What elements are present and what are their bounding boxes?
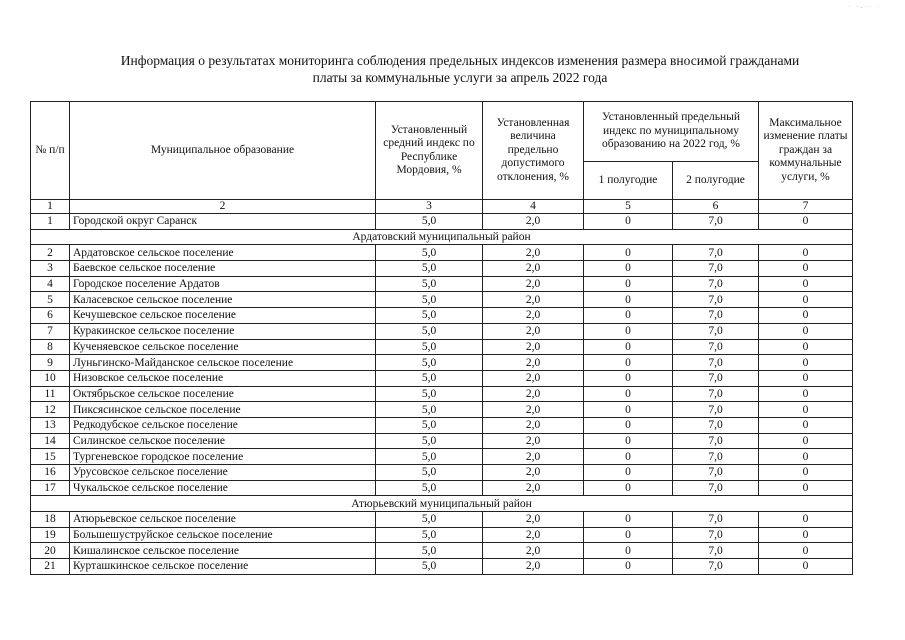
avg-index-value: 5,0 (376, 433, 483, 449)
max-change-value: 0 (759, 402, 853, 418)
max-change-value: 0 (759, 339, 853, 355)
half-2-value: 7,0 (673, 370, 759, 386)
half-1-value: 0 (584, 261, 673, 277)
header-avg-index: Установленный средний индекс по Республике Мордовия, % (376, 102, 483, 200)
title-line-1: Информация о результатах мониторинга соблюдения предельных индексов изменения размера вносимой гражданами (120, 53, 800, 68)
deviation-value: 2,0 (483, 276, 584, 292)
municipality-name: Низовское сельское поселение (70, 370, 376, 386)
table-row (31, 559, 853, 575)
avg-index-value: 5,0 (376, 449, 483, 465)
municipality-name: Атюрьевское сельское поселение (70, 512, 376, 528)
half-1-value: 0 (584, 512, 673, 528)
table-row (31, 449, 853, 465)
row-number: 2 (31, 245, 70, 261)
max-change-value: 0 (759, 261, 853, 277)
half-2-value: 7,0 (673, 245, 759, 261)
col-number: 6 (673, 200, 759, 214)
col-number: 5 (584, 200, 673, 214)
deviation-value: 2,0 (483, 370, 584, 386)
half-2-value: 7,0 (673, 339, 759, 355)
table-row (31, 323, 853, 339)
table-row (31, 402, 853, 418)
half-2-value: 7,0 (673, 292, 759, 308)
municipality-name: Ардатовское сельское поселение (70, 245, 376, 261)
half-1-value: 0 (584, 559, 673, 575)
avg-index-value: 5,0 (376, 417, 483, 433)
row-number: 5 (31, 292, 70, 308)
municipality-name: Урусовское сельское поселение (70, 465, 376, 481)
avg-index-value: 5,0 (376, 276, 483, 292)
half-2-value: 7,0 (673, 355, 759, 371)
half-1-value: 0 (584, 480, 673, 496)
max-change-value: 0 (759, 512, 853, 528)
half-2-value: 7,0 (673, 465, 759, 481)
table-row (31, 433, 853, 449)
avg-index-value: 5,0 (376, 323, 483, 339)
half-2-value: 7,0 (673, 214, 759, 230)
max-change-value: 0 (759, 480, 853, 496)
half-1-value: 0 (584, 433, 673, 449)
max-change-value: 0 (759, 370, 853, 386)
deviation-value: 2,0 (483, 339, 584, 355)
header-num: № п/п (31, 102, 70, 200)
municipality-name: Кишалинское сельское поселение (70, 543, 376, 559)
deviation-value: 2,0 (483, 417, 584, 433)
deviation-value: 2,0 (483, 323, 584, 339)
municipality-name: Большешуструйское сельское поселение (70, 527, 376, 543)
row-number: 19 (31, 527, 70, 543)
half-2-value: 7,0 (673, 480, 759, 496)
municipality-name: Пиксясинское сельское поселение (70, 402, 376, 418)
district-heading-row (31, 229, 853, 245)
avg-index-value: 5,0 (376, 402, 483, 418)
table-row (31, 512, 853, 528)
half-2-value: 7,0 (673, 527, 759, 543)
header-max-change: Максимальное изменение платы граждан за коммунальные услуги, % (759, 102, 853, 200)
row-number: 14 (31, 433, 70, 449)
table-row (31, 527, 853, 543)
avg-index-value: 5,0 (376, 512, 483, 528)
deviation-value: 2,0 (483, 261, 584, 277)
row-number: 1 (31, 214, 70, 230)
deviation-value: 2,0 (483, 386, 584, 402)
row-number: 12 (31, 402, 70, 418)
table-row (31, 417, 853, 433)
half-1-value: 0 (584, 308, 673, 324)
avg-index-value: 5,0 (376, 465, 483, 481)
half-1-value: 0 (584, 276, 673, 292)
deviation-value: 2,0 (483, 527, 584, 543)
avg-index-value: 5,0 (376, 308, 483, 324)
row-number: 18 (31, 512, 70, 528)
row-number: 13 (31, 417, 70, 433)
table-row (31, 370, 853, 386)
deviation-value: 2,0 (483, 214, 584, 230)
half-1-value: 0 (584, 417, 673, 433)
max-change-value: 0 (759, 527, 853, 543)
half-2-value: 7,0 (673, 308, 759, 324)
half-2-value: 7,0 (673, 417, 759, 433)
col-number: 4 (483, 200, 584, 214)
deviation-value: 2,0 (483, 292, 584, 308)
row-number: 21 (31, 559, 70, 575)
table-row (31, 543, 853, 559)
table-row (31, 480, 853, 496)
half-2-value: 7,0 (673, 559, 759, 575)
table-row (31, 465, 853, 481)
half-2-value: 7,0 (673, 449, 759, 465)
avg-index-value: 5,0 (376, 386, 483, 402)
table-row (31, 308, 853, 324)
row-number: 16 (31, 465, 70, 481)
half-1-value: 0 (584, 449, 673, 465)
deviation-value: 2,0 (483, 512, 584, 528)
row-number: 4 (31, 276, 70, 292)
table-row (31, 386, 853, 402)
half-2-value: 7,0 (673, 386, 759, 402)
municipality-name: Кечушевское сельское поселение (70, 308, 376, 324)
max-change-value: 0 (759, 308, 853, 324)
municipality-name: Городской округ Саранск (70, 214, 376, 230)
row-number: 20 (31, 543, 70, 559)
max-change-value: 0 (759, 465, 853, 481)
deviation-value: 2,0 (483, 449, 584, 465)
municipality-name: Курташкинское сельское поселение (70, 559, 376, 575)
half-1-value: 0 (584, 323, 673, 339)
header-half-2: 2 полугодие (673, 162, 759, 200)
column-number-row (31, 200, 853, 214)
row-number: 15 (31, 449, 70, 465)
half-2-value: 7,0 (673, 433, 759, 449)
avg-index-value: 5,0 (376, 527, 483, 543)
avg-index-value: 5,0 (376, 261, 483, 277)
avg-index-value: 5,0 (376, 214, 483, 230)
max-change-value: 0 (759, 355, 853, 371)
municipality-name: Куракинское сельское поселение (70, 323, 376, 339)
half-1-value: 0 (584, 465, 673, 481)
half-1-value: 0 (584, 245, 673, 261)
deviation-value: 2,0 (483, 559, 584, 575)
document-title (60, 52, 860, 86)
max-change-value: 0 (759, 276, 853, 292)
row-number: 6 (31, 308, 70, 324)
max-change-value: 0 (759, 292, 853, 308)
title-line-2: платы за коммунальные услуги за апрель 2022 года (312, 70, 608, 85)
max-change-value: 0 (759, 417, 853, 433)
table-row (31, 276, 853, 292)
half-2-value: 7,0 (673, 261, 759, 277)
scan-artifact: · ·-·· · (848, 3, 882, 11)
district-heading-row (31, 496, 853, 512)
header-half-1: 1 полугодие (584, 162, 673, 200)
half-1-value: 0 (584, 214, 673, 230)
row-number: 8 (31, 339, 70, 355)
max-change-value: 0 (759, 386, 853, 402)
max-change-value: 0 (759, 433, 853, 449)
table-row (31, 261, 853, 277)
avg-index-value: 5,0 (376, 559, 483, 575)
half-2-value: 7,0 (673, 323, 759, 339)
table-row (31, 292, 853, 308)
half-1-value: 0 (584, 292, 673, 308)
deviation-value: 2,0 (483, 433, 584, 449)
max-change-value: 0 (759, 543, 853, 559)
half-2-value: 7,0 (673, 276, 759, 292)
municipality-name: Чукальское сельское поселение (70, 480, 376, 496)
deviation-value: 2,0 (483, 402, 584, 418)
half-1-value: 0 (584, 339, 673, 355)
half-1-value: 0 (584, 386, 673, 402)
col-number: 3 (376, 200, 483, 214)
municipality-name: Кученяевское сельское поселение (70, 339, 376, 355)
row-number: 11 (31, 386, 70, 402)
avg-index-value: 5,0 (376, 480, 483, 496)
header-limit-group: Установленный предельный индекс по муниципальному образованию на 2022 год, % (584, 102, 759, 162)
max-change-value: 0 (759, 449, 853, 465)
half-2-value: 7,0 (673, 512, 759, 528)
max-change-value: 0 (759, 214, 853, 230)
deviation-value: 2,0 (483, 465, 584, 481)
half-1-value: 0 (584, 543, 673, 559)
half-2-value: 7,0 (673, 402, 759, 418)
avg-index-value: 5,0 (376, 543, 483, 559)
half-1-value: 0 (584, 402, 673, 418)
deviation-value: 2,0 (483, 543, 584, 559)
municipality-name: Городское поселение Ардатов (70, 276, 376, 292)
max-change-value: 0 (759, 323, 853, 339)
table-row (31, 355, 853, 371)
avg-index-value: 5,0 (376, 245, 483, 261)
row-number: 7 (31, 323, 70, 339)
half-1-value: 0 (584, 370, 673, 386)
municipality-name: Луньгинско-Майданское сельское поселение (70, 355, 376, 371)
municipality-name: Редкодубское сельское поселение (70, 417, 376, 433)
half-2-value: 7,0 (673, 543, 759, 559)
avg-index-value: 5,0 (376, 339, 483, 355)
max-change-value: 0 (759, 559, 853, 575)
col-number: 1 (31, 200, 70, 214)
municipality-name: Каласевское сельское поселение (70, 292, 376, 308)
deviation-value: 2,0 (483, 355, 584, 371)
half-1-value: 0 (584, 527, 673, 543)
municipality-name: Тургеневское городское поселение (70, 449, 376, 465)
municipality-name: Силинское сельское поселение (70, 433, 376, 449)
district-title: Ардатовский муниципальный район (31, 229, 853, 245)
table-row (31, 245, 853, 261)
row-number: 17 (31, 480, 70, 496)
row-number: 9 (31, 355, 70, 371)
municipality-name: Октябрьское сельское поселение (70, 386, 376, 402)
row-number: 10 (31, 370, 70, 386)
col-number: 2 (70, 200, 376, 214)
district-title: Атюрьевский муниципальный район (31, 496, 853, 512)
avg-index-value: 5,0 (376, 355, 483, 371)
half-1-value: 0 (584, 355, 673, 371)
table-row (31, 214, 853, 230)
avg-index-value: 5,0 (376, 370, 483, 386)
row-number: 3 (31, 261, 70, 277)
col-number: 7 (759, 200, 853, 214)
avg-index-value: 5,0 (376, 292, 483, 308)
deviation-value: 2,0 (483, 308, 584, 324)
deviation-value: 2,0 (483, 245, 584, 261)
max-change-value: 0 (759, 245, 853, 261)
monitoring-table (30, 101, 853, 575)
table-row (31, 339, 853, 355)
deviation-value: 2,0 (483, 480, 584, 496)
header-deviation: Установленная величина предельно допустимого отклонения, % (483, 102, 584, 200)
municipality-name: Баевское сельское поселение (70, 261, 376, 277)
header-name: Муниципальное образование (70, 102, 376, 200)
